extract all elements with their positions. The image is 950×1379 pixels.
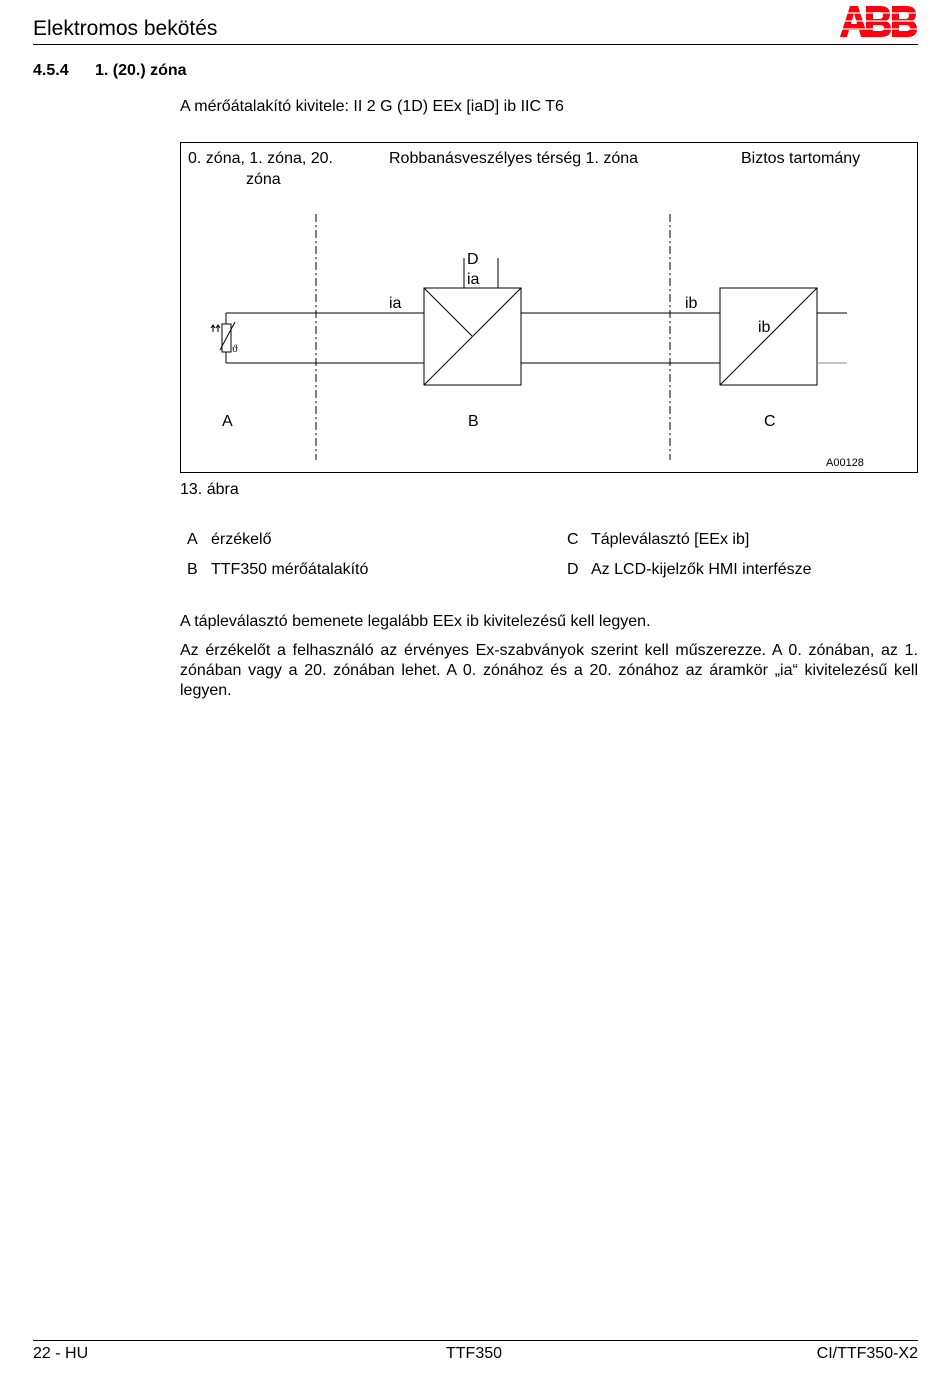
label-d-ia: ia <box>467 271 480 288</box>
zone-middle-label: Robbanásveszélyes térség 1. zóna <box>389 150 639 167</box>
footer-product: TTF350 <box>446 1345 503 1362</box>
sensor-symbol <box>211 322 238 355</box>
label-b: B <box>468 413 479 430</box>
paragraph-sensor-zones: Az érzékelőt a felhasználó az érvényes Ex-szabványok szerint kell műszerezze. A 0. zónában, az 1. zónában vagy a 20. zónában lehet. A 0. zónához és a 20. zónához az áramkör „ia“ kivitelezésű kell legyen. <box>180 642 918 699</box>
legend-letter: A <box>187 531 198 548</box>
design-designation: A mérőátalakító kivitele: II 2 G (1D) EEx [iaD] ib IIC T6 <box>180 98 564 115</box>
zone-left-label-line2: zóna <box>246 171 281 188</box>
abb-logo <box>838 4 918 38</box>
legend-text: Tápleválasztó [EEx ib] <box>591 531 750 548</box>
wiring-diagram <box>180 142 918 473</box>
zone-left-label-line1: 0. zóna, 1. zóna, 20. <box>188 150 333 167</box>
label-ia: ia <box>389 295 402 312</box>
legend-text: érzékelő <box>211 531 272 548</box>
legend-text: TTF350 mérőátalakító <box>211 561 369 578</box>
legend-item-c <box>567 531 749 549</box>
legend-text: Az LCD-kijelzők HMI interfésze <box>591 561 812 578</box>
label-d: D <box>467 251 479 268</box>
page-header-title: Elektromos bekötés <box>33 17 218 40</box>
legend-letter: D <box>567 561 579 578</box>
label-ib-line: ib <box>685 295 698 312</box>
section-title: 1. (20.) zóna <box>95 62 187 79</box>
supply-isolator-box <box>720 288 817 385</box>
figure-caption: 13. ábra <box>180 481 239 498</box>
label-c: C <box>764 413 776 430</box>
footer-rule <box>33 1340 918 1341</box>
legend-item-a <box>187 531 271 549</box>
legend-item-d <box>567 561 812 579</box>
zone-right-label: Biztos tartomány <box>741 150 861 167</box>
legend-letter: C <box>567 531 579 548</box>
header-rule <box>33 44 918 45</box>
section-number: 4.5.4 <box>33 62 69 79</box>
legend-letter: B <box>187 561 198 578</box>
svg-text:ϑ: ϑ <box>232 343 238 355</box>
transmitter-box <box>424 288 521 385</box>
label-a: A <box>222 413 233 430</box>
figure-code: A00128 <box>826 457 864 469</box>
figure-frame <box>181 143 918 473</box>
paragraph-supply-requirement: A tápleválasztó bemenete legalább EEx ib kivitelezésű kell legyen. <box>180 613 651 630</box>
label-ib-box: ib <box>758 319 771 336</box>
legend-item-b <box>187 561 368 579</box>
footer-page-number: 22 - HU <box>33 1345 89 1362</box>
footer-document-id: CI/TTF350-X2 <box>816 1345 918 1362</box>
